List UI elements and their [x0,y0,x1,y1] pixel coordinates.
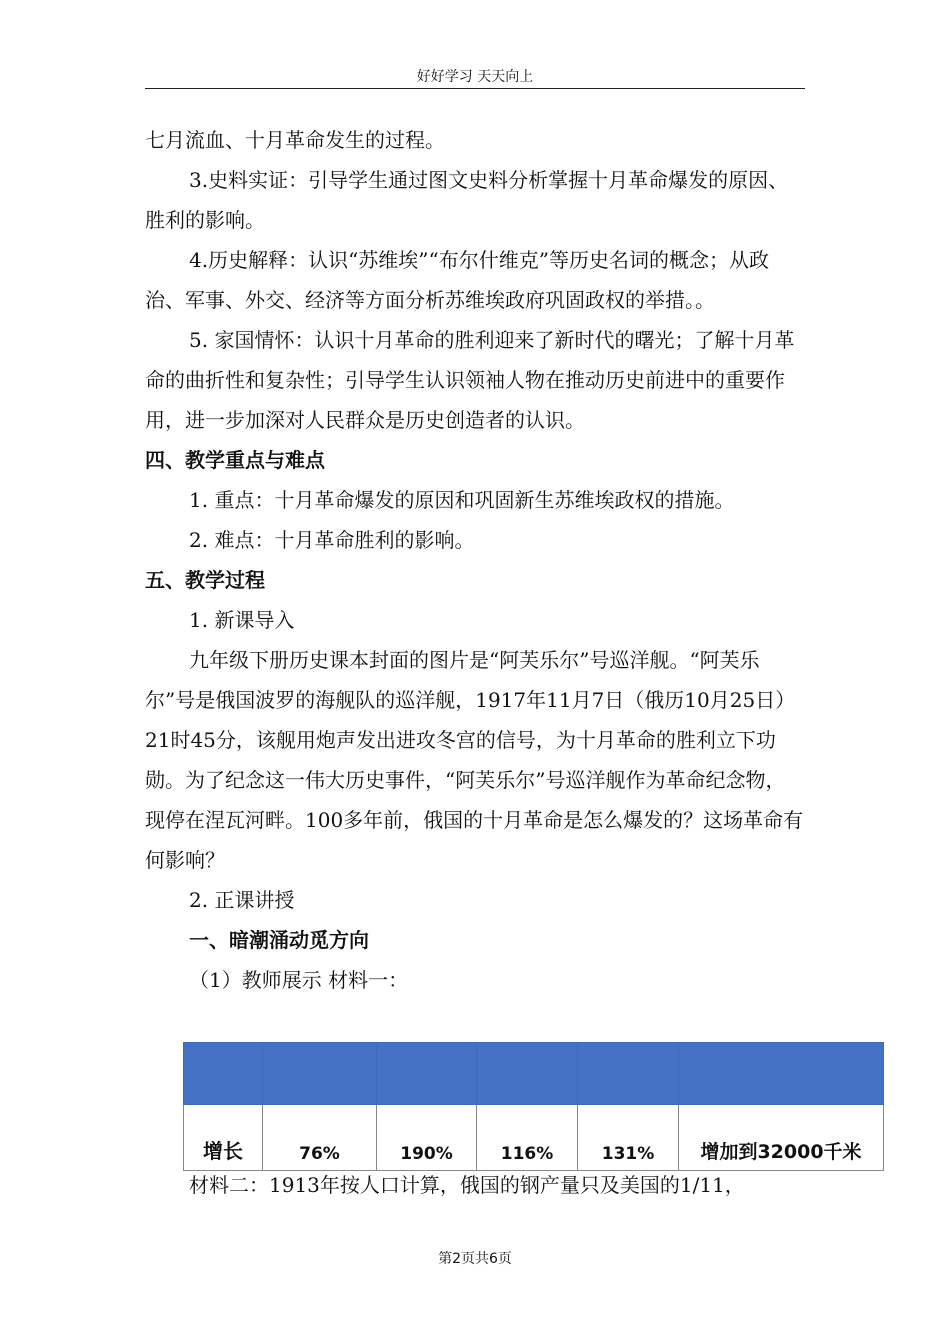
sub-heading: 一、暗潮涌动觅方向 [189,928,369,952]
table-header-cell [679,1043,884,1105]
paragraph: 2. 正课讲授 [189,888,295,912]
paragraph: 1. 新课导入 [189,608,295,632]
table-header-cell [578,1043,679,1105]
page-header: 好好学习 天天向上 [416,69,534,85]
table-header-cell [263,1043,377,1105]
page-footer: 第2页共6页 [438,1251,512,1267]
paragraph: 七月流血、十月革命发生的过程。 [145,128,445,152]
table-cell-label: 增长 [184,1105,263,1171]
paragraph-after-table: 材料二：1913年按人口计算，俄国的钢产量只及美国的1/11， [189,1173,745,1197]
table-cell: 190% [377,1105,477,1171]
section-heading: 五、教学过程 [145,568,265,592]
paragraph: 1. 重点：十月革命爆发的原因和巩固新生苏维埃政权的措施。 [189,488,735,512]
table-cell: 116% [477,1105,578,1171]
paragraph: （1）教师展示 材料一： [189,968,409,992]
material-table [183,1042,884,1171]
table-cell: 131% [578,1105,679,1171]
paragraph: 九年级下册历史课本封面的图片是“阿芙乐尔”号巡洋舰。“阿芙乐尔”号是俄国波罗的海舰队的巡洋舰，1917年11月7日（俄历10月25日）21时45分，该舰用炮声发出进攻冬宫的信号，为十月革命的胜利立下功勋。为了纪念这一伟大历史事件，“阿芙乐尔”号巡洋舰作为革命纪念物，现停在涅瓦河畔。100多年前，俄国的十月革命是怎么爆发的？这场革命有何影响？ [145,648,804,872]
paragraph: 3.史料实证：引导学生通过图文史料分析掌握十月革命爆发的原因、胜利的影响。 [145,168,789,232]
paragraph: 4.历史解释：认识“苏维埃”“布尔什维克”等历史名词的概念；从政治、军事、外交、经济等方面分析苏维埃政府巩固政权的举措。。 [145,248,769,312]
table-header-cell [477,1043,578,1105]
section-heading: 四、教学重点与难点 [145,448,325,472]
table-header-cell [377,1043,477,1105]
table-header-cell [184,1043,263,1105]
document-body [145,120,805,1000]
paragraph: 2. 难点：十月革命胜利的影响。 [189,528,475,552]
table-cell: 增加到32000千米 [679,1105,884,1171]
table-cell: 76% [263,1105,377,1171]
paragraph: 5. 家国情怀：认识十月革命的胜利迎来了新时代的曙光；了解十月革命的曲折性和复杂性；引导学生认识领袖人物在推动历史前进中的重要作用，进一步加深对人民群众是历史创造者的认识。 [145,328,795,432]
table-header-row [184,1043,884,1105]
table-row [184,1105,884,1171]
header-divider [145,88,805,89]
